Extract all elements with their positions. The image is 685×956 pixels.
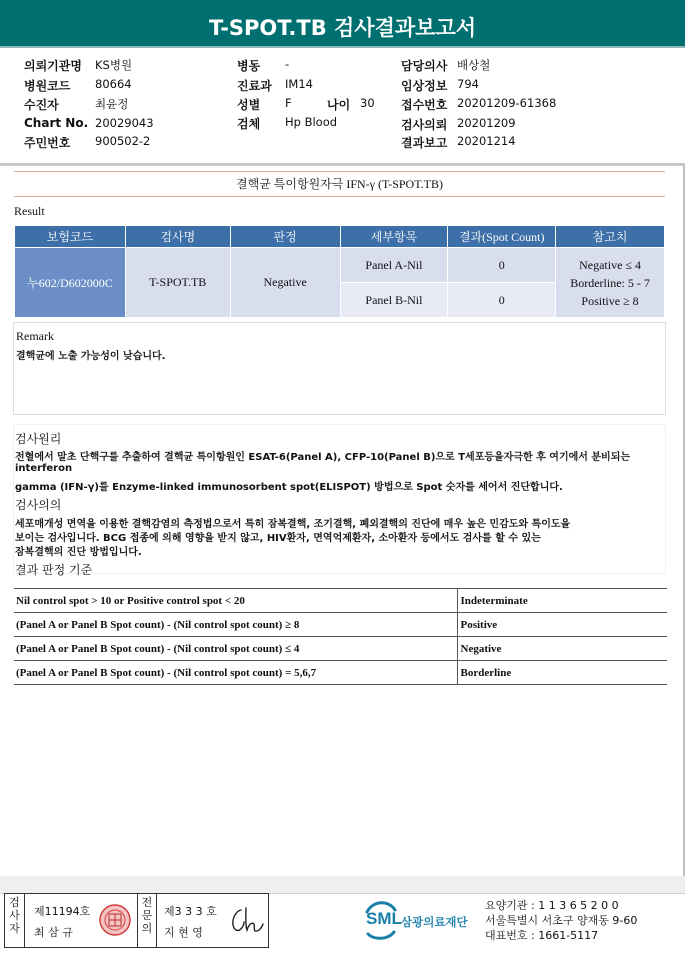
judgement-cell: Negative [230,248,340,318]
test-name-cell: T-SPOT.TB [125,248,230,318]
col-spot-count: 결과(Spot Count) [448,226,556,248]
col-reference: 참고치 [556,226,665,248]
spot-count-cell: 0 [448,283,556,318]
remark-text: 결핵균에 노출 가능성이 낮습니다. [16,351,166,362]
signature-box [4,893,269,948]
reference-borderline: Borderline: 5 - 7 [570,275,650,290]
inspector-label-text: 검 사 자 [9,896,20,935]
reference-cell [556,248,665,318]
table-row [15,248,665,283]
table-row [14,661,667,685]
criteria-table [14,588,667,685]
spot-count-cell: 0 [448,248,556,283]
table-row [14,637,667,661]
principle-line-3: gamma (IFN-γ)를 Enzyme-linked immunosorbent spot(ELISPOT) 방법으로 Spot 숫자를 세어서 진단합니다. [15,482,563,493]
title-bar-underline [0,46,685,48]
report-title: T-SPOT.TB 검사결과보고서 [208,16,477,40]
section-title: 결핵균 특이항원자극 IFN-γ (T-SPOT.TB) [14,171,665,197]
significance-line-2: 보이는 검사입니다. BCG 접종에 의해 영향을 받지 않고, HIV환자, 면역억제환자, 소아환자 등에서도 검사를 할 수 있는 [15,533,541,544]
col-test-name: 검사명 [125,226,230,248]
remark-box [13,322,666,415]
col-sub-item: 세부항목 [340,226,448,248]
table-row [14,613,667,637]
header-divider [0,163,685,166]
specialist-label-text: 전 문 의 [141,896,153,935]
criteria-result: Positive [457,613,667,637]
org-name: 삼광의료재단 [401,915,468,929]
reference-negative: Negative ≤ 4 [579,257,641,272]
reference-positive: Positive ≥ 8 [581,293,639,308]
institution-no: 요양기관 : 1 1 3 6 5 2 0 0 [485,899,619,912]
sml-logo-text: SML [366,909,402,928]
result-table [14,225,665,318]
result-table-header-row [15,226,665,248]
principle-line-1: 전혈에서 말초 단핵구를 추출하여 결핵균 특이항원인 ESAT-6(Panel A), CFP-10(Panel B)으로 T세포등을자극한 후 여기에서 분비되는 [15,452,631,463]
specialist-license-no: 제3 3 3 호 [164,905,217,918]
significance-label: 검사의의 [15,498,62,512]
significance-line-3: 잠복결핵의 진단 방법입니다. [15,547,142,558]
institution-phone: 대표번호 : 1661-5117 [485,929,599,942]
inspector-seal-icon [97,903,133,937]
specialist-name: 지 현 영 [164,926,203,939]
report-title-bar [0,0,685,48]
specialist-signature-icon [227,902,265,938]
sub-item-cell: Panel A-Nil [340,248,448,283]
criteria-result: Negative [457,637,667,661]
principle-line-2: interferon [15,463,73,474]
insurance-code-cell: 누602/D602000C [15,248,126,318]
significance-line-1: 세포매개성 면역을 이용한 결핵감염의 측정법으로서 특히 잠복결핵, 조기결핵, 폐외결핵의 진단에 매우 높은 민감도와 특이도을 [15,519,571,530]
criteria-label: 결과 판정 기준 [15,563,93,577]
footer-separator [0,876,685,894]
criteria-result: Indeterminate [457,589,667,613]
criteria-result: Borderline [457,661,667,685]
criteria-condition: (Panel A or Panel B Spot count) - (Nil control spot count) = 5,6,7 [14,661,457,685]
criteria-condition: (Panel A or Panel B Spot count) - (Nil control spot count) ≥ 8 [14,613,457,637]
sub-item-cell: Panel B-Nil [340,283,448,318]
col-insurance-code: 보험코드 [15,226,126,248]
specialist-label [137,894,157,947]
criteria-condition: (Panel A or Panel B Spot count) - (Nil control spot count) ≤ 4 [14,637,457,661]
criteria-condition: Nil control spot > 10 or Positive control spot < 20 [14,589,457,613]
remark-label: Remark [16,329,54,343]
inspector-label [5,894,25,947]
col-judgement: 판정 [230,226,340,248]
inspector-license-no: 제11194호 [34,905,91,918]
inspector-name: 최 삼 규 [34,926,73,939]
table-row [14,589,667,613]
institution-info [485,898,637,943]
institution-address: 서울특별시 서초구 양재동 9-60 [485,914,638,927]
result-label: Result [14,204,45,218]
principle-label: 검사원리 [15,432,62,446]
